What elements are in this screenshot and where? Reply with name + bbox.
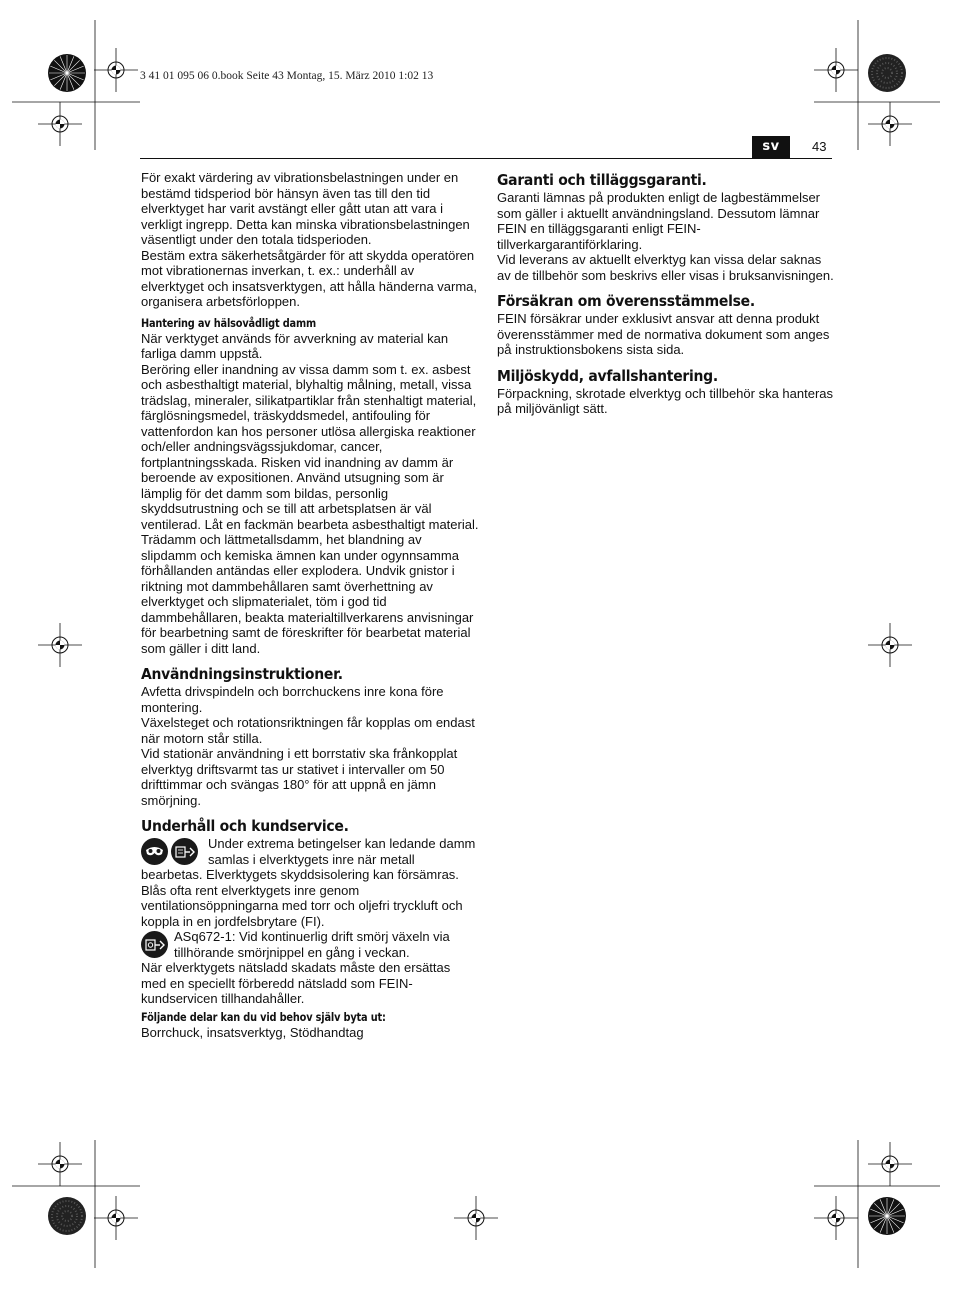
language-badge: sv — [752, 136, 790, 158]
parts-heading: Följande delar kan du vid behov själv byta ut: — [141, 1009, 386, 1024]
maintenance-paragraph-1: Under extrema betingelser kan ledande damm samlas i elverktygets inre när metall bearbetas. Elverktygets skyddsisolering kan försämras. Blås ofta rent elverktygets inre genom ventilationsöppningarna med torr och oljefri tryckluft och koppla in en jordfelsbrytare (FI). — [141, 836, 476, 929]
compressed-air-icon — [171, 838, 198, 865]
conformity-paragraph: FEIN försäkrar under exklusivt ansvar att denna produkt överensstämmer med de normativa dokument som anges på instruktionsbokens sista sida. — [497, 311, 830, 357]
dust-heading: Hantering av hälsovådligt damm — [141, 315, 316, 330]
environment-heading: Miljöskydd, avfallshantering. — [497, 366, 718, 385]
conformity-heading: Försäkran om överensstämmelse. — [497, 292, 755, 310]
parts-list: Borrchuck, insatsverktyg, Stödhandtag — [141, 1024, 364, 1040]
vibration-paragraph-2: Bestäm extra säkerhetsåtgärder för att skydda operatören mot vibrationernas inverkan, t. ex.: underhåll av elverktyget och insatsverktygen, att hålla händerna varma, organisera arbetsförloppen. — [141, 247, 478, 309]
left-column — [141, 170, 479, 1040]
warranty-paragraph-1: Garanti lämnas på produkten enligt de lagbestämmelser som gäller i aktuellt användningsland. Dessutom lämnar FEIN en tilläggsgaranti enligt FEIN-tillverkargarantiförklaring. — [497, 190, 821, 252]
environment-paragraph: Förpackning, skrotade elverktyg och tillbehör ska hanteras på miljövänligt sätt. — [497, 385, 834, 416]
lubrication-icon — [141, 931, 168, 958]
vibration-paragraph-1: För exakt värdering av vibrationsbelastningen under en bestämd tidsperiod bör hänsyn även tas till den tid elverktyget har varit avstängt eller gått utan att vara i verkligt ingrepp. Detta kan minska vibrationsbelastningen väsentligt under den totala tidsperioden. — [141, 170, 470, 247]
maintenance-block-2 — [141, 929, 479, 960]
usage-paragraph-1: Avfetta drivspindeln och borrchuckens inre kona före montering. — [141, 684, 444, 715]
print-header: 3 41 01 095 06 0.book Seite 43 Montag, 15. März 2010 1:02 13 — [140, 70, 434, 82]
dust-paragraph-3: Trädamm och lättmetallsdamm, het blandning av slipdamm och kemiska ämnen kan under ogynnsamma förhållanden antändas eller explodera. Undvik gnistor i riktning mot dammbehållaren samt överhettning av elverktyget och slipmaterialet, töm i god tid dammbehållaren, beakta materialtillverkarens anvisningar för bearbetning samt de föreskrifter för bearbetat material som gäller i ditt land. — [141, 532, 474, 656]
usage-paragraph-3: Vid stationär användning i ett borrstativ ska frånkopplat elverktyg driftsvarmt tas ur stativet i intervaller om 50 drifttimmar och svängas 180° för att uppnå en jämn smörjning. — [141, 746, 458, 808]
dust-paragraph-2: Beröring eller inandning av vissa damm som t. ex. asbest och asbesthaltigt material, blyhaltig målning, metall, vissa trädslag, mineraler, silikatpartiklar från stenhaltigt material, färglösningsmedel, träskyddsmedel, antifouling för vattenfordon kan hos personer utlösa allergiska reaktioner och/eller andningsvägssjukdomar, cancer, fortplantningsskada. Risken vid inandning av damm är beroende av expositionen. Använd utsugning som är lämplig för det damm som bildas, personlig skyddsutrustning och se till att arbetsplatsen är väl ventilerad. Låt en fackmän bearbeta asbesthaltigt material. — [141, 361, 479, 532]
maintenance-block-1 — [141, 836, 479, 929]
page-number: 43 — [812, 139, 827, 154]
warranty-heading: Garanti och tilläggsgaranti. — [497, 171, 707, 189]
maintenance-heading: Underhåll och kundservice. — [141, 817, 349, 835]
dust-paragraph-1: När verktyget används för avverkning av material kan farliga damm uppstå. — [141, 330, 449, 361]
right-column — [497, 170, 835, 417]
usage-paragraph-2: Växelsteget och rotationsriktningen får kopplas om endast när motorn står stilla. — [141, 715, 475, 746]
maintenance-paragraph-3: När elverktygets nätsladd skadats måste den ersättas med en speciellt förberedd nätsladd som FEIN-kundservicen tillhandahåller. — [141, 960, 451, 1006]
header-rule — [140, 158, 832, 159]
warranty-paragraph-2: Vid leverans av aktuellt elverktyg kan vissa delar saknas av de tillbehör som beskrivs eller visas i bruksanvisningen. — [497, 252, 834, 283]
maintenance-paragraph-2: ASq672-1: Vid kontinuerlig drift smörj växeln via tillhörande smörjnippel en gång i veckan. — [174, 929, 450, 960]
usage-heading: Användningsinstruktioner. — [141, 665, 343, 683]
eye-protection-icon — [141, 838, 168, 865]
